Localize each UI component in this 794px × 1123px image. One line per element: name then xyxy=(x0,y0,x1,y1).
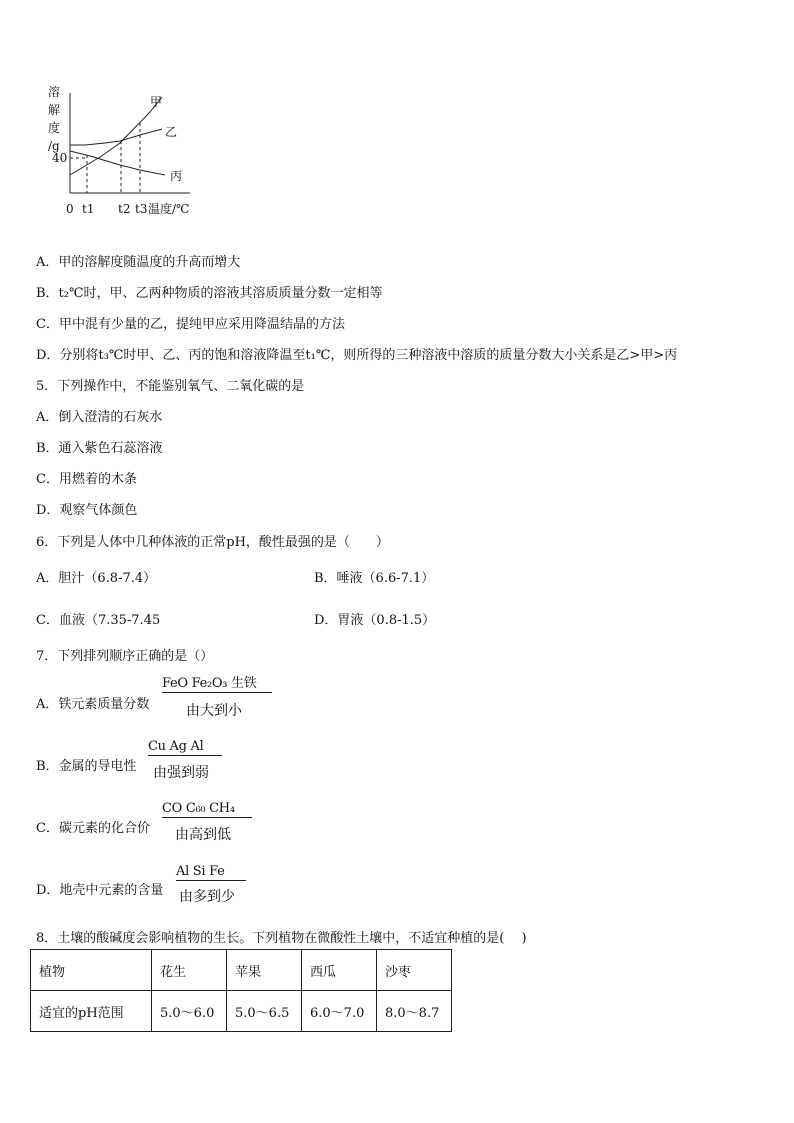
row-cell-oleaster: 8.0～8.7 xyxy=(377,991,452,1032)
curve-yi-label: 乙 xyxy=(165,125,178,139)
q7-option-c-arrow-line xyxy=(162,817,252,818)
header-cell-peanut: 花生 xyxy=(152,950,227,991)
header-cell-apple: 苹果 xyxy=(227,950,302,991)
q4-option-d: D．分别将t₃℃时甲、乙、丙的饱和溶液降温至t₁℃，则所得的三种溶液中溶质的质量分数大小关系是乙>甲>丙 xyxy=(36,348,678,363)
curve-bing-label: 丙 xyxy=(170,169,183,183)
q7-option-a-sequence: FeO Fe₂O₃ 生铁 xyxy=(162,676,257,691)
y-axis-char-3: 度 xyxy=(48,121,61,135)
q6-option-d: D．胃液（0.8-1.5） xyxy=(314,613,436,628)
q7-option-c-sequence: CO C₆₀ CH₄ xyxy=(162,801,235,816)
q7-option-d-arrow-line xyxy=(176,880,246,881)
t3-label: t3 xyxy=(135,202,148,216)
q7-stem: 7．下列排列顺序正确的是（） xyxy=(36,649,214,664)
q5-option-c: C．用燃着的木条 xyxy=(36,472,137,487)
t2-label: t2 xyxy=(118,202,131,216)
q7-option-b-label: B．金属的导电性 xyxy=(36,759,137,774)
q6-option-b: B．唾液（6.6-7.1） xyxy=(314,571,435,586)
q7-option-b-order: 由强到弱 xyxy=(153,765,209,781)
q4-option-a: A．甲的溶解度随温度的升高而增大 xyxy=(36,255,241,270)
q5-option-a: A．倒入澄清的石灰水 xyxy=(36,410,163,425)
curve-bing-line xyxy=(70,151,165,175)
row-cell-apple: 5.0～6.5 xyxy=(227,991,302,1032)
q5-option-d: D．观察气体颜色 xyxy=(36,503,138,518)
header-cell-oleaster: 沙枣 xyxy=(377,950,452,991)
q7-option-d-order: 由多到少 xyxy=(179,889,235,905)
q7-option-c-order: 由高到低 xyxy=(175,827,231,843)
q6-option-a: A．胆汁（6.8-7.4） xyxy=(36,571,157,586)
row-cell-watermelon: 6.0～7.0 xyxy=(302,991,377,1032)
curve-yi-line xyxy=(70,129,162,145)
table-row xyxy=(31,991,452,1032)
y-axis-char-2: 解 xyxy=(48,103,61,117)
header-cell-plant: 植物 xyxy=(31,950,152,991)
ph-range-table xyxy=(30,949,452,1032)
y-axis-char-4: /g xyxy=(48,139,60,153)
q4-option-b: B．t₂℃时，甲、乙两种物质的溶液其溶质质量分数一定相等 xyxy=(36,286,383,301)
q5-option-b: B．通入紫色石蕊溶液 xyxy=(36,441,163,456)
x-axis-label: 温度/℃ xyxy=(148,202,190,216)
q7-option-b-sequence: Cu Ag Al xyxy=(148,739,204,754)
q7-option-a-arrow-line xyxy=(162,692,272,693)
q6-option-c: C．血液（7.35-7.45 xyxy=(36,613,161,628)
q7-option-c-label: C．碳元素的化合价 xyxy=(36,821,150,836)
y-axis-char-1: 溶 xyxy=(48,85,61,99)
q7-option-a-label: A．铁元素质量分数 xyxy=(36,697,150,712)
solubility-graph xyxy=(40,85,210,225)
row-cell-peanut: 5.0～6.0 xyxy=(152,991,227,1032)
y-tick-40: 40 xyxy=(52,151,68,165)
q7-option-d-label: D．地壳中元素的含量 xyxy=(36,883,164,898)
curve-jia-label: 甲 xyxy=(150,95,163,109)
q5-stem: 5．下列操作中，不能鉴别氧气、二氧化碳的是 xyxy=(36,379,305,394)
t1-label: t1 xyxy=(82,202,95,216)
q8-stem: 8．土壤的酸碱度会影响植物的生长。下列植物在微酸性土壤中，不适宜种植的是( ) xyxy=(36,931,527,946)
origin-label: 0 xyxy=(66,202,74,216)
q4-option-c: C．甲中混有少量的乙，提纯甲应采用降温结晶的方法 xyxy=(36,317,345,332)
q7-option-b-arrow-line xyxy=(148,755,222,756)
q7-option-d-sequence: Al Si Fe xyxy=(176,864,225,879)
header-cell-watermelon: 西瓜 xyxy=(302,950,377,991)
q6-stem: 6．下列是人体中几种体液的正常pH，酸性最强的是（ ） xyxy=(36,535,389,550)
q7-option-a-order: 由大到小 xyxy=(186,703,242,719)
row-cell-label: 适宜的pH范围 xyxy=(31,991,152,1032)
table-header-row xyxy=(31,950,452,991)
